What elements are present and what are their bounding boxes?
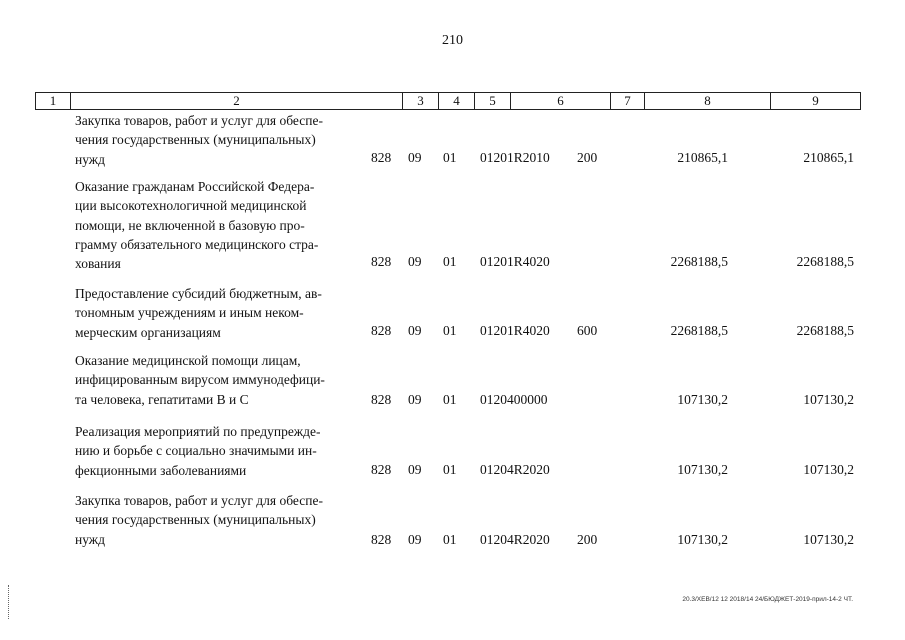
header-col-4: 4: [439, 93, 475, 109]
scan-edge-mark: [8, 585, 12, 619]
row-description-line: нию и борьбе с социально значимыми ин-: [75, 443, 317, 459]
header-col-1: 1: [36, 93, 71, 109]
cell-amount-col8: 107130,2: [677, 462, 728, 477]
cell-amount-col9: 210865,1: [803, 150, 854, 165]
header-col-8: 8: [645, 93, 771, 109]
row-description: [75, 111, 362, 169]
row-description-line: Предоставление субсидий бюджетным, ав-: [75, 286, 322, 301]
row-description-line: Закупка товаров, работ и услуг для обеспе-: [75, 493, 323, 508]
cell-amount-col9: 107130,2: [803, 532, 854, 547]
cell-ministry-code: 828: [371, 323, 392, 338]
document-footer-code: 20.3/ХЕВ/12 12 2018/14 24/БЮДЖЕТ-2019-прил-14-2 ЧТ.: [682, 596, 853, 603]
cell-ministry-code: 828: [371, 254, 392, 269]
cell-subsection: 01: [443, 323, 457, 338]
cell-target-article: 01201R4020: [480, 254, 550, 269]
row-description-line: ции высокотехнологичной медицинской: [75, 198, 307, 214]
cell-amount-col9: 107130,2: [803, 392, 854, 407]
cell-amount-col9: 107130,2: [803, 462, 854, 477]
cell-subsection: 01: [443, 254, 457, 269]
row-description-line: нужд: [75, 151, 105, 167]
row-description-line: нужд: [75, 531, 105, 547]
row-description-line: чения государственных (муниципальных): [75, 132, 316, 148]
cell-amount-col8: 210865,1: [677, 150, 728, 165]
cell-subsection: 01: [443, 392, 457, 407]
cell-section: 09: [408, 254, 422, 269]
cell-amount-col8: 107130,2: [677, 392, 728, 407]
header-col-7: 7: [611, 93, 645, 109]
cell-section: 09: [408, 462, 422, 477]
row-description-line: фекционными заболеваниями: [75, 462, 247, 478]
cell-section: 09: [408, 392, 422, 407]
cell-ministry-code: 828: [371, 462, 392, 477]
cell-section: 09: [408, 532, 422, 547]
row-description-line: мерческим организациям: [75, 324, 221, 340]
cell-amount-col9: 2268188,5: [796, 254, 854, 269]
row-description: [75, 351, 362, 409]
cell-ministry-code: 828: [371, 392, 392, 407]
row-description-line: Реализация мероприятий по предупрежде-: [75, 424, 321, 439]
row-description: [75, 284, 362, 342]
row-description: [75, 491, 362, 549]
cell-section: 09: [408, 323, 422, 338]
cell-ministry-code: 828: [371, 532, 392, 547]
cell-expense-type: 600: [577, 323, 598, 338]
header-col-5: 5: [475, 93, 511, 109]
cell-amount-col8: 2268188,5: [670, 323, 728, 338]
header-col-6: 6: [511, 93, 611, 109]
header-col-9: 9: [812, 93, 819, 108]
cell-target-article: 01204R2020: [480, 532, 550, 547]
row-description-line: чения государственных (муниципальных): [75, 512, 316, 528]
row-description-line: Закупка товаров, работ и услуг для обеспе-: [75, 113, 323, 128]
cell-subsection: 01: [443, 462, 457, 477]
cell-expense-type: 200: [577, 532, 598, 547]
row-description-line: хования: [75, 256, 121, 272]
header-col-3: 3: [403, 93, 439, 109]
row-description-line: Оказание медицинской помощи лицам,: [75, 353, 301, 368]
cell-section: 09: [408, 150, 422, 165]
cell-target-article: 0120400000: [480, 392, 548, 407]
cell-target-article: 01201R4020: [480, 323, 550, 338]
row-description-line: помощи, не включенной в базовую про-: [75, 217, 305, 233]
row-description: [75, 177, 362, 273]
row-description-line: грамму обязательного медицинского стра-: [75, 236, 319, 252]
row-description-line: Оказание гражданам Российской Федера-: [75, 179, 315, 194]
row-description-line: та человека, гепатитами B и C: [75, 391, 249, 407]
cell-subsection: 01: [443, 150, 457, 165]
cell-ministry-code: 828: [371, 150, 392, 165]
cell-amount-col8: 107130,2: [677, 532, 728, 547]
cell-expense-type: 200: [577, 150, 598, 165]
cell-amount-col8: 2268188,5: [670, 254, 728, 269]
page-number: 210: [442, 33, 463, 48]
row-description-line: тономным учреждениям и иным неком-: [75, 305, 304, 321]
table-header-row: [35, 92, 861, 110]
cell-amount-col9: 2268188,5: [796, 323, 854, 338]
cell-target-article: 01204R2020: [480, 462, 550, 477]
header-col-2: 2: [71, 93, 403, 109]
cell-target-article: 01201R2010: [480, 150, 550, 165]
row-description: [75, 422, 362, 480]
row-description-line: инфицированным вирусом иммунодефици-: [75, 372, 325, 388]
cell-subsection: 01: [443, 532, 457, 547]
